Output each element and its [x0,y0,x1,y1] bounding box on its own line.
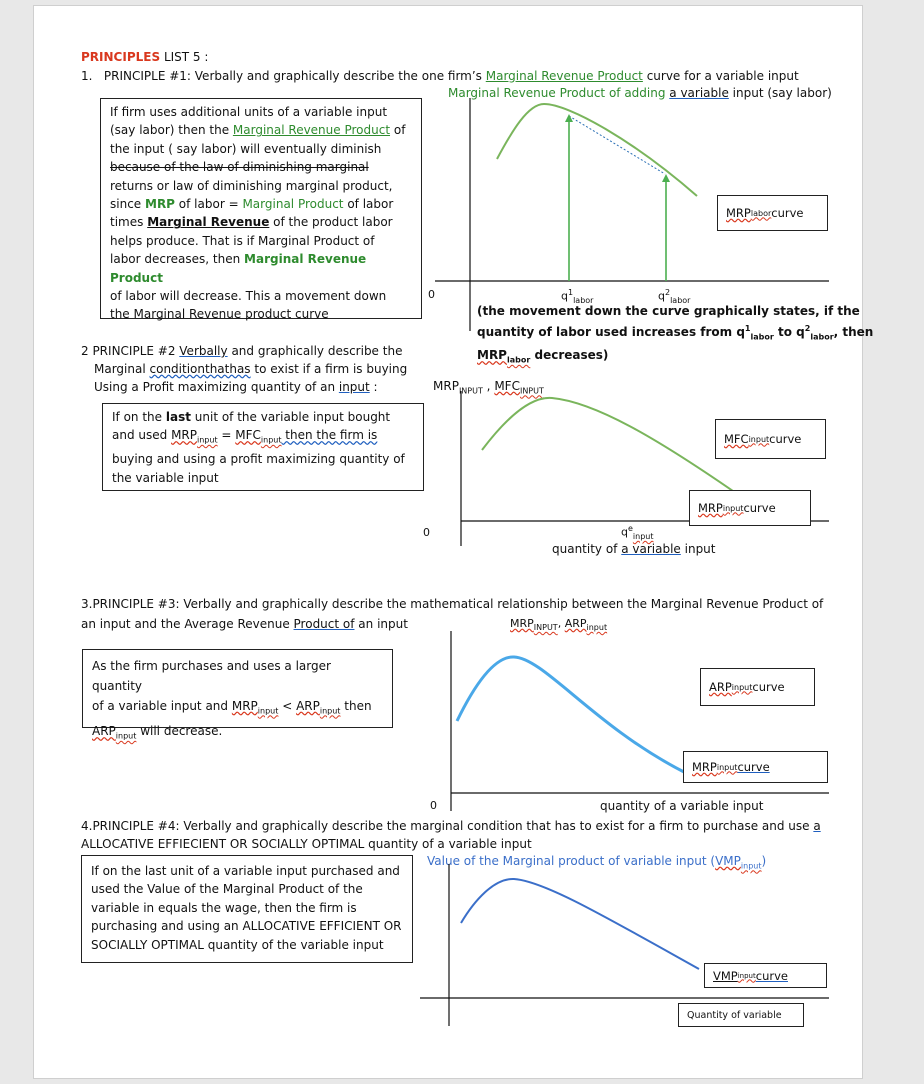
label-text: MFC [724,432,749,446]
mp-term: Marginal Product [242,197,344,212]
label-text: curve [752,680,785,694]
sub: input [740,861,762,871]
text-line: helps produce. That is if Marginal Product of [110,233,375,248]
text-line: variable in equals the wage, then the firm is [91,900,357,915]
text-line: used the Value of the Marginal Product of the [91,882,363,897]
principle-1-heading-tail: curve for a variable input [642,69,799,83]
label-sub: input [722,503,744,513]
label-text: curve [743,501,776,515]
principle-1-heading-text: PRINCIPLE #1: Verbally and graphically describe the one firm’s [103,69,486,83]
text-span: an input and the Average Revenue [81,617,294,631]
sub: input [257,706,279,716]
label-sub: input [737,971,756,980]
sub: INPUT [519,386,544,396]
q-sub: input [632,531,654,541]
text-line: returns or law of diminishing marginal product, [110,178,393,193]
text-line: the input ( say labor) will eventually diminish [110,141,382,156]
text-line: If firm uses additional units of a variable input [110,105,388,119]
text-span: ARP [92,724,116,739]
text-span: quantity of labor used increases from q [477,325,745,339]
label-text: VMP [713,968,738,983]
label-sub: labor [750,208,772,218]
sub: labor [810,332,834,342]
text-span: of [390,123,406,138]
text-span: a [813,819,821,833]
label-sub: input [731,682,753,692]
text-span: unit of the variable input bought [190,410,391,424]
principle-4-graph [34,6,862,1078]
principle-3-x-axis-label: quantity of a variable input [600,799,764,813]
text-span: Value of the Marginal product of variable input ( [427,854,716,868]
vmp-curve [461,879,699,969]
q-sup: 2 [664,288,671,297]
text-span: MFC [235,428,261,443]
sub: INPUT [533,623,558,633]
text-line: If on the last unit of a variable input purchased and [91,864,400,878]
principle-1-heading-mrp: Marginal Revenue Product [485,69,643,83]
q-sub: labor [573,295,594,305]
text-span: ) [761,854,767,868]
text-span: input [680,542,716,556]
text-span: Verbally [179,344,228,358]
principle-4-x-axis-label [678,1003,804,1027]
text-span: input [338,380,370,394]
text-span: Product of [293,617,355,631]
text-span: to q [773,325,805,339]
q-text: q [658,289,665,303]
list-number: LIST 5 : [163,50,209,64]
text-span: : [369,380,378,394]
text-span: , [557,617,565,630]
text-span: to exist if a firm is buying [250,362,408,376]
text-span: MRP [433,379,459,393]
origin-label: 0 [423,526,430,539]
vmp-curve-label [704,963,827,988]
text-span: Using a Profit maximizing quantity of an [94,380,339,394]
sub: input [586,623,608,633]
text-span: conditionthathas [149,362,251,376]
text-span: since [110,197,145,212]
label-text: curve [755,968,788,983]
text-line: SOCIALLY OPTIMAL quantity of the variable input [91,937,384,952]
label-sub: input [716,762,738,772]
text-span: Marginal [94,362,150,376]
text-span: , then [833,325,874,339]
origin-label: 0 [430,799,437,812]
text-line: purchasing and using an ALLOCATIVE EFFICIENT OR [91,919,402,934]
label-text: Quantity of variable [687,1009,782,1021]
sub: input [197,435,218,445]
text-span: and used [112,428,172,443]
sup: 1 [744,324,751,333]
text-span: (say labor) then the [110,123,233,138]
q-text: q [561,289,568,303]
text-span: then the firm is [281,428,378,443]
q-text: q [621,525,628,539]
label-text: curve [771,206,804,220]
graph-title-underlined: a variable [669,86,729,100]
text-span: MRP [231,699,258,713]
text-line: buying and using a profit maximizing quantity of [112,452,405,467]
mrp-term: MRP [145,197,175,212]
text-line: the variable input [112,470,219,485]
text-span: = [217,428,236,443]
label-text: curve [737,760,770,774]
text-span: MFC [494,379,520,393]
text-line: (the movement down the curve graphically states, if the [477,304,860,318]
text-span: times [110,215,148,230]
mrp-term: Marginal Revenue Product [232,123,391,138]
label-sub: input [748,434,770,444]
sub: input [319,706,341,716]
text-span: MRP [510,617,534,630]
text-line: As the firm purchases and uses a larger quantity [92,659,331,693]
text-span: < [278,699,297,713]
text-span: of a variable input and [92,699,232,713]
text-span: MRP [171,428,197,443]
text-span: will decrease. [136,724,223,739]
label-text: curve [769,432,802,446]
text-span: ARP [564,617,587,630]
label-text: MRP [698,501,723,515]
text-line: 3.PRINCIPLE #3: Verbally and graphically describe the mathematical relationship between the Marginal Revenue Product of [81,597,824,611]
q-sup: e [627,524,633,533]
text-span: then [340,699,372,713]
text-span: MRP [477,348,507,363]
origin-label: 0 [428,288,435,301]
label-text: MRP [692,760,717,774]
text-span: a variable [621,542,681,556]
q-sup: 1 [567,288,574,297]
graph-title-text: Marginal Revenue Product of adding [448,86,670,100]
principles-word: PRINCIPLES [81,50,161,64]
text-span: labor decreases, then [110,252,245,267]
text-span: of the product labor [269,215,393,230]
principle-1-number: 1. [81,69,93,83]
sub: input [260,435,282,445]
text-span: and graphically describe the [227,344,403,358]
mr-term: Marginal Revenue [147,215,270,230]
text-span: an input [354,617,408,631]
sub: labor [750,332,774,342]
mrp-term: Marginal Revenue Product [110,252,367,285]
label-text: ARP [709,680,732,694]
label-text: MRP [726,206,751,220]
text-span: quantity of [552,542,622,556]
q-sub: labor [670,295,691,305]
text-span: , [482,379,495,393]
graph-title-tail: input (say labor) [728,86,832,100]
text-line: because of the law of diminishing marginal [110,160,369,175]
text-span: ARP [296,699,320,713]
text-span: 4.PRINCIPLE #4: Verbally and graphically describe the marginal condition that has to exist for a firm to purchase and use [81,819,814,833]
text-line: the Marginal Revenue product curve [110,307,329,322]
sub: INPUT [458,386,483,396]
text-span: If on the [112,410,166,424]
sub: labor [506,355,531,365]
text-span: last [165,410,191,424]
sub: input [115,731,137,741]
text-line: ALLOCATIVE EFFIECIENT OR SOCIALLY OPTIMAL quantity of a variable input [81,837,532,851]
text-span: 2 PRINCIPLE #2 [81,344,180,358]
text-line: of labor will decrease. This a movement down [110,289,387,304]
text-span: of labor = [174,197,243,212]
text-span: decreases) [530,348,609,363]
text-span: of labor [343,197,394,212]
sup: 2 [804,324,811,333]
text-span: VMP [715,854,741,868]
document-page [33,5,874,1079]
